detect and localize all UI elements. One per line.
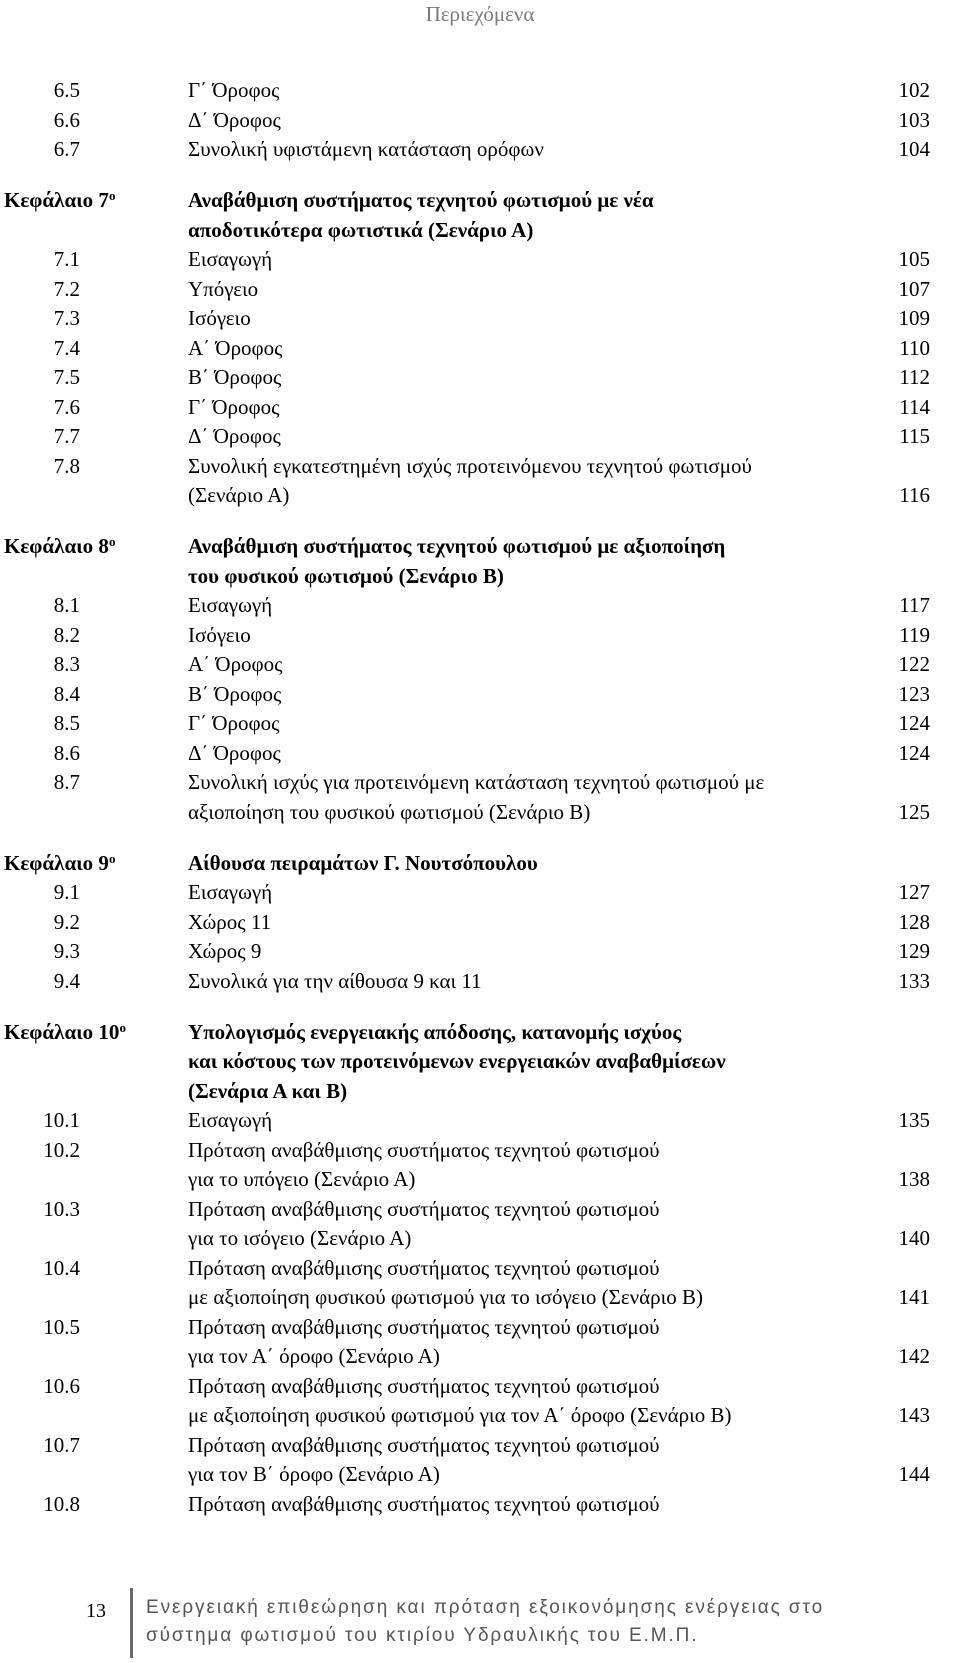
chapter-title: (Σενάρια Α και Β) — [188, 1078, 348, 1103]
toc-entry[interactable] — [0, 937, 960, 967]
toc-section-title: Γ΄ Όροφος — [188, 78, 280, 102]
toc-section-number: 8.4 — [53, 681, 80, 706]
toc-spacer — [0, 827, 960, 849]
chapter-label — [4, 849, 115, 879]
toc-section-number: 8.5 — [53, 711, 80, 735]
toc-entry[interactable] — [0, 709, 960, 739]
toc-page-number: 144 — [898, 1462, 930, 1486]
toc-section-title: Συνολική υφιστάμενη κατάσταση ορόφων — [188, 137, 544, 161]
toc-page-number: 133 — [898, 968, 930, 993]
toc-entry[interactable] — [0, 275, 960, 305]
toc-page-number: 115 — [899, 424, 930, 448]
toc-section-number: 10.6 — [43, 1373, 80, 1398]
toc-section-title: με αξιοποίηση φυσικού φωτισμού για τον Α΄ όροφο (Σενάριο Β) — [188, 1403, 732, 1427]
toc-entry[interactable] — [0, 135, 960, 165]
toc-chapter-heading — [0, 1077, 960, 1107]
toc-section-title: Πρόταση αναβάθμισης συστήματος τεχνητού φωτισμού — [188, 1491, 660, 1516]
toc-section-number: 9.3 — [53, 939, 80, 963]
toc-section-title: με αξιοποίηση φυσικού φωτισμού για το ισόγειο (Σενάριο Β) — [188, 1285, 704, 1309]
toc-section-title: για τον Β΄ όροφο (Σενάριο Α) — [188, 1462, 440, 1486]
toc-section-number: 7.7 — [53, 424, 80, 448]
toc-section-number: 8.2 — [53, 622, 80, 647]
toc-section-number: 10.4 — [43, 1255, 80, 1280]
toc-page-number: 138 — [898, 1167, 930, 1191]
toc-section-number: 10.2 — [43, 1137, 80, 1162]
toc-page-number: 103 — [898, 107, 930, 132]
footer-divider — [130, 1588, 133, 1658]
toc-section-number: 7.8 — [53, 453, 80, 478]
toc-entry[interactable] — [0, 363, 960, 393]
footer-page-number: 13 — [86, 1600, 106, 1622]
toc-chapter-heading — [0, 186, 960, 216]
toc-section-title: Δ΄ Όροφος — [188, 740, 281, 765]
toc-section-title: Δ΄ Όροφος — [188, 424, 281, 448]
toc-section-title: Β΄ Όροφος — [188, 681, 282, 706]
toc-entry[interactable] — [0, 908, 960, 938]
running-header: Περιεχόμενα — [425, 2, 535, 26]
toc-page-number: 117 — [899, 593, 930, 617]
chapter-title: Υπολογισμός ενεργειακής απόδοσης, κατανομής ισχύος — [188, 1019, 682, 1044]
toc-section-title: αξιοποίηση του φυσικού φωτισμού (Σενάριο Β) — [188, 799, 591, 824]
toc-section-title: Υπόγειο — [188, 276, 259, 301]
chapter-ordinal-suffix: ο — [108, 188, 116, 203]
toc-section-number: 7.6 — [53, 394, 80, 419]
toc-section-title: Εισαγωγή — [188, 593, 273, 617]
toc-chapter-heading — [0, 849, 960, 879]
toc-entry[interactable] — [0, 304, 960, 334]
toc-section-number: 9.1 — [53, 880, 80, 904]
toc-section-number: 8.3 — [53, 652, 80, 676]
chapter-ordinal-suffix: ο — [108, 534, 116, 549]
toc-entry[interactable] — [0, 1165, 960, 1195]
footer-title — [146, 1594, 946, 1650]
toc-entry[interactable] — [0, 1490, 960, 1520]
toc-page-number: 110 — [899, 335, 930, 360]
toc-section-title: Ισόγειο — [188, 306, 251, 330]
toc-section-title: Ισόγειο — [188, 622, 251, 647]
toc-section-title: Β΄ Όροφος — [188, 365, 282, 389]
toc-section-title: Α΄ Όροφος — [188, 335, 283, 360]
toc-page-number: 107 — [898, 276, 930, 301]
toc-section-number: 9.2 — [53, 909, 80, 934]
chapter-title: του φυσικού φωτισμού (Σενάριο Β) — [188, 563, 504, 588]
toc-page-number: 109 — [898, 306, 930, 330]
toc-section-number: 9.4 — [53, 968, 80, 993]
toc-chapter-heading — [0, 1047, 960, 1077]
toc-page-number: 124 — [898, 740, 930, 765]
toc-section-title: Δ΄ Όροφος — [188, 107, 281, 132]
toc-chapter-heading — [0, 532, 960, 562]
toc-entry[interactable] — [0, 798, 960, 828]
toc-section-title: για το ισόγειο (Σενάριο Α) — [188, 1226, 412, 1250]
toc-spacer — [0, 511, 960, 533]
toc-page-number: 140 — [898, 1226, 930, 1250]
toc-section-title: Πρόταση αναβάθμισης συστήματος τεχνητού φωτισμού — [188, 1137, 660, 1162]
toc-page-number: 125 — [898, 799, 930, 824]
toc-page-number: 143 — [898, 1403, 930, 1427]
toc-entry[interactable] — [0, 680, 960, 710]
toc-spacer — [0, 165, 960, 187]
toc-entry[interactable] — [0, 1313, 960, 1343]
toc-section-title: Πρόταση αναβάθμισης συστήματος τεχνητού φωτισμού — [188, 1314, 660, 1339]
toc-entry[interactable] — [0, 878, 960, 908]
toc-page-number: 142 — [898, 1344, 930, 1368]
chapter-ordinal-suffix: ο — [119, 1019, 126, 1035]
toc-entry[interactable] — [0, 334, 960, 364]
chapter-title: αποδοτικότερα φωτιστικά (Σενάριο Α) — [188, 217, 534, 242]
toc-page-number: 105 — [898, 247, 930, 271]
toc-entry[interactable] — [0, 452, 960, 482]
toc-section-title: Γ΄ Όροφος — [188, 394, 280, 419]
toc-entry[interactable] — [0, 245, 960, 275]
toc-spacer — [0, 996, 960, 1018]
toc-entry[interactable] — [0, 1342, 960, 1372]
chapter-ordinal-suffix: ο — [108, 850, 116, 866]
toc-entry[interactable] — [0, 1460, 960, 1490]
chapter-title: Αναβάθμιση συστήματος τεχνητού φωτισμού με νέα — [188, 188, 654, 212]
toc-entry[interactable] — [0, 621, 960, 651]
footer-title-line-1: Ενεργειακή επιθεώρηση και πρόταση εξοικονόμησης ενέργειας στο — [146, 1597, 825, 1618]
toc-section-title: Εισαγωγή — [188, 880, 273, 904]
chapter-label-text: Κεφάλαιο 8 — [4, 534, 109, 558]
toc-section-number: 7.2 — [53, 276, 80, 301]
footer-title-line-2: σύστημα φωτισμού του κτιρίου Υδραυλικής του Ε.Μ.Π. — [146, 1625, 699, 1646]
toc-page-number: 135 — [898, 1108, 930, 1132]
toc-entry[interactable] — [0, 967, 960, 997]
toc-page-number: 122 — [898, 652, 930, 676]
toc-section-title: για το υπόγειο (Σενάριο Α) — [188, 1167, 416, 1191]
toc-page-number: 129 — [898, 939, 930, 963]
toc-section-title: Συνολική ισχύς για προτεινόμενη κατάσταση τεχνητού φωτισμού με — [188, 770, 765, 794]
chapter-label — [4, 186, 115, 216]
toc-entry[interactable] — [0, 739, 960, 769]
toc-entry[interactable] — [0, 1106, 960, 1136]
toc-entry[interactable] — [0, 768, 960, 798]
toc-page-number: 102 — [898, 78, 930, 102]
toc-entry[interactable] — [0, 76, 960, 106]
toc-page-number: 128 — [898, 909, 930, 934]
toc-section-title: Γ΄ Όροφος — [188, 711, 280, 735]
toc-section-number: 10.5 — [43, 1314, 80, 1339]
toc-entry[interactable] — [0, 1254, 960, 1284]
toc-section-number: 7.3 — [53, 306, 80, 330]
toc-section-number: 7.5 — [53, 365, 80, 389]
toc-section-title: Α΄ Όροφος — [188, 652, 283, 676]
chapter-label-text: Κεφάλαιο 7 — [4, 188, 109, 212]
toc-section-number: 10.8 — [43, 1491, 80, 1516]
toc-section-number: 10.7 — [43, 1432, 80, 1457]
toc-section-title: Χώρος 9 — [188, 939, 262, 963]
toc-entry[interactable] — [0, 393, 960, 423]
toc-section-number: 8.6 — [53, 740, 80, 765]
toc-entry[interactable] — [0, 1401, 960, 1431]
toc-entry[interactable] — [0, 1372, 960, 1402]
toc-chapter-heading — [0, 562, 960, 592]
toc-section-title: Πρόταση αναβάθμισης συστήματος τεχνητού φωτισμού — [188, 1255, 660, 1280]
toc-section-title: Πρόταση αναβάθμισης συστήματος τεχνητού φωτισμού — [188, 1432, 660, 1457]
chapter-title: και κόστους των προτεινόμενων ενεργειακών αναβαθμίσεων — [188, 1049, 726, 1073]
toc-page-number: 104 — [898, 137, 930, 161]
toc-section-number: 10.1 — [43, 1108, 80, 1132]
toc-entry[interactable] — [0, 481, 960, 511]
toc-entry[interactable] — [0, 1224, 960, 1254]
toc-entry[interactable] — [0, 1431, 960, 1461]
toc-entry[interactable] — [0, 1283, 960, 1313]
chapter-title: Αίθουσα πειραμάτων Γ. Νουτσόπουλου — [188, 850, 538, 875]
toc-section-title: Συνολική εγκατεστημένη ισχύς προτεινόμενου τεχνητού φωτισμού — [188, 453, 752, 478]
toc-page-number: 114 — [899, 394, 930, 419]
toc-page-number: 141 — [898, 1285, 930, 1309]
toc-section-title: Πρόταση αναβάθμισης συστήματος τεχνητού φωτισμού — [188, 1196, 660, 1221]
toc-section-number: 6.5 — [53, 78, 80, 102]
toc-section-title: Εισαγωγή — [188, 247, 273, 271]
toc-section-number: 6.7 — [53, 137, 80, 161]
toc-section-number: 8.1 — [53, 593, 80, 617]
toc-chapter-heading — [0, 216, 960, 246]
toc-entry[interactable] — [0, 1136, 960, 1166]
toc-entry[interactable] — [0, 1195, 960, 1225]
toc-page-number: 112 — [899, 365, 930, 389]
toc-section-number: 8.7 — [53, 770, 80, 794]
toc-entry[interactable] — [0, 650, 960, 680]
toc-section-number: 7.1 — [53, 247, 80, 271]
toc-page-number: 123 — [898, 681, 930, 706]
chapter-label — [4, 1018, 126, 1048]
toc-section-title: Εισαγωγή — [188, 1108, 273, 1132]
toc-page-number: 124 — [898, 711, 930, 735]
toc-section-title: για τον Α΄ όροφο (Σενάριο Α) — [188, 1344, 440, 1368]
toc-section-title: (Σενάριο Α) — [188, 483, 290, 507]
chapter-label-text: Κεφάλαιο 10 — [4, 1019, 120, 1044]
toc-section-number: 7.4 — [53, 335, 80, 360]
toc-section-number: 10.3 — [43, 1196, 80, 1221]
toc-section-number: 6.6 — [53, 107, 80, 132]
toc-chapter-heading — [0, 1018, 960, 1048]
toc-page-number: 116 — [899, 483, 930, 507]
table-of-contents — [0, 76, 960, 1519]
toc-entry[interactable] — [0, 106, 960, 136]
toc-section-title: Συνολικά για την αίθουσα 9 και 11 — [188, 968, 482, 993]
toc-section-title: Πρόταση αναβάθμισης συστήματος τεχνητού φωτισμού — [188, 1373, 660, 1398]
toc-page-number: 119 — [899, 622, 930, 647]
toc-entry[interactable] — [0, 422, 960, 452]
chapter-label — [4, 532, 115, 562]
toc-page-number: 127 — [898, 880, 930, 904]
chapter-title: Αναβάθμιση συστήματος τεχνητού φωτισμού με αξιοποίηση — [188, 534, 726, 558]
chapter-label-text: Κεφάλαιο 9 — [4, 850, 109, 875]
toc-entry[interactable] — [0, 591, 960, 621]
toc-section-title: Χώρος 11 — [188, 909, 272, 934]
